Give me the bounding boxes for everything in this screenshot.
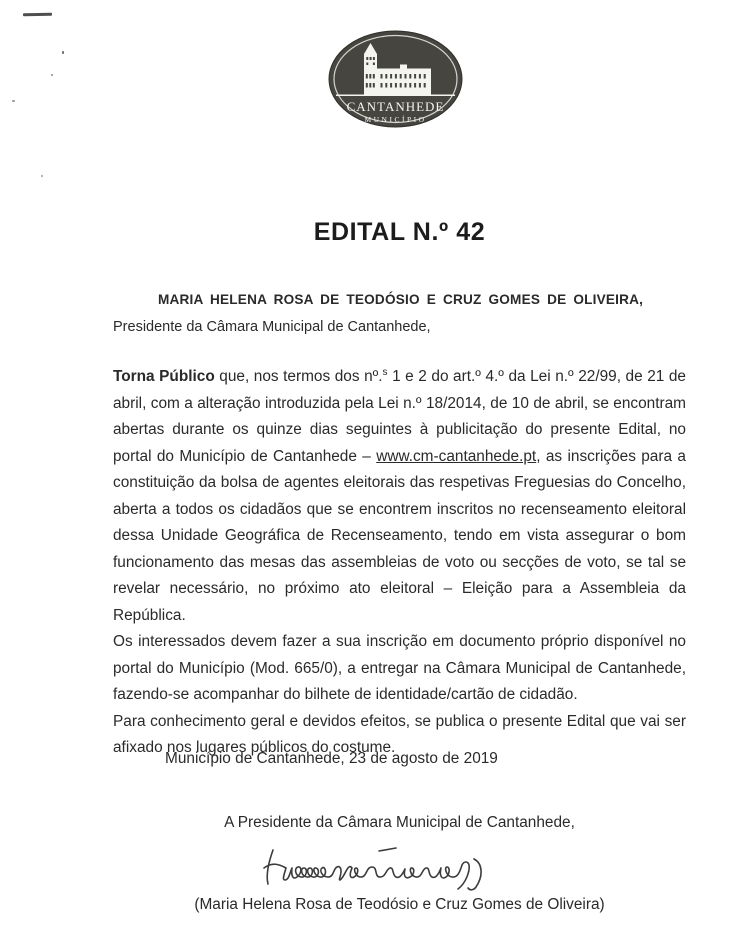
signature-block <box>113 814 686 914</box>
signature-scribble <box>468 859 481 890</box>
body-paragraph-2: Os interessados devem fazer a sua inscrição em documento próprio disponível no portal do Município (Mod. 665/0), a entregar na Câmara Municipal de Cantanhede, fazendo-se acompanhar do bilhete de identidade/cartão de cidadão. <box>113 633 686 703</box>
scan-artifact <box>51 74 53 76</box>
handwritten-signature <box>259 838 509 894</box>
edital-title: EDITAL N.º 42 <box>313 218 486 246</box>
signature-scribble <box>267 850 273 884</box>
url-text: www.cm-cantanhede.pt <box>376 447 537 465</box>
scan-artifact <box>12 100 15 102</box>
dateline: Município de Cantanhede, 23 de agosto de 2019 <box>165 750 498 767</box>
legal-reference: que, nos termos dos nº. <box>214 368 383 385</box>
edital-body <box>113 364 686 762</box>
scan-artifact <box>41 175 43 177</box>
body-paragraph-1: Torna Público que, nos termos dos nº.$^s$ 1 e 2 do art.º 4.º da Lei n.º 22/99, de 21 de abril, com a alteração introduzida pela Lei n.º 18/2014, de 10 de abril, se encontram abertas durante os quinze dias seguintes à publicitação do presente Edital, no portal do Município de Cantanhede – www.cm-cantanhede.pt, as inscrições para a constituição da bolsa de agentes eleitorais das respetivas Freguesias do Concelho, aberta a todos os cidadãos que se encontrem inscritos no recenseamento eleitoral dessa Unidade Geográfica de Recenseamento, tendo em vista assegurar o bom funcionamento das mesas das assembleias de voto ou secções de voto, se tal se revelar necessário, no próximo ato eleitoral – Eleição para a Assembleia da República. <box>113 366 686 624</box>
emblem-svg <box>328 30 463 128</box>
scan-artifact <box>62 51 64 54</box>
emblem-subtitle: MUNICÍPIO <box>364 115 427 124</box>
scan-artifact <box>23 13 52 17</box>
signature-scribble <box>379 848 396 851</box>
president-name-line: MARIA HELENA ROSA DE TEODÓSIO E CRUZ GOMES DE OLIVEIRA, <box>158 292 644 307</box>
body-paragraph-3: Para conhecimento geral e devidos efeitos, se publica o presente Edital que vai ser afixado nos lugares públicos do costume. <box>113 712 686 756</box>
signature-scribble <box>264 862 469 889</box>
signature-name: (Maria Helena Rosa de Teodósio e Cruz Gomes de Oliveira) <box>194 896 605 913</box>
president-role-line: Presidente da Câmara Municipal de Cantanhede, <box>113 318 431 335</box>
municipality-logo <box>328 30 463 128</box>
emblem-name: CANTANHEDE <box>346 99 445 114</box>
intro-block <box>113 286 686 341</box>
signature-title: A Presidente da Câmara Municipal de Cantanhede, <box>224 814 575 831</box>
